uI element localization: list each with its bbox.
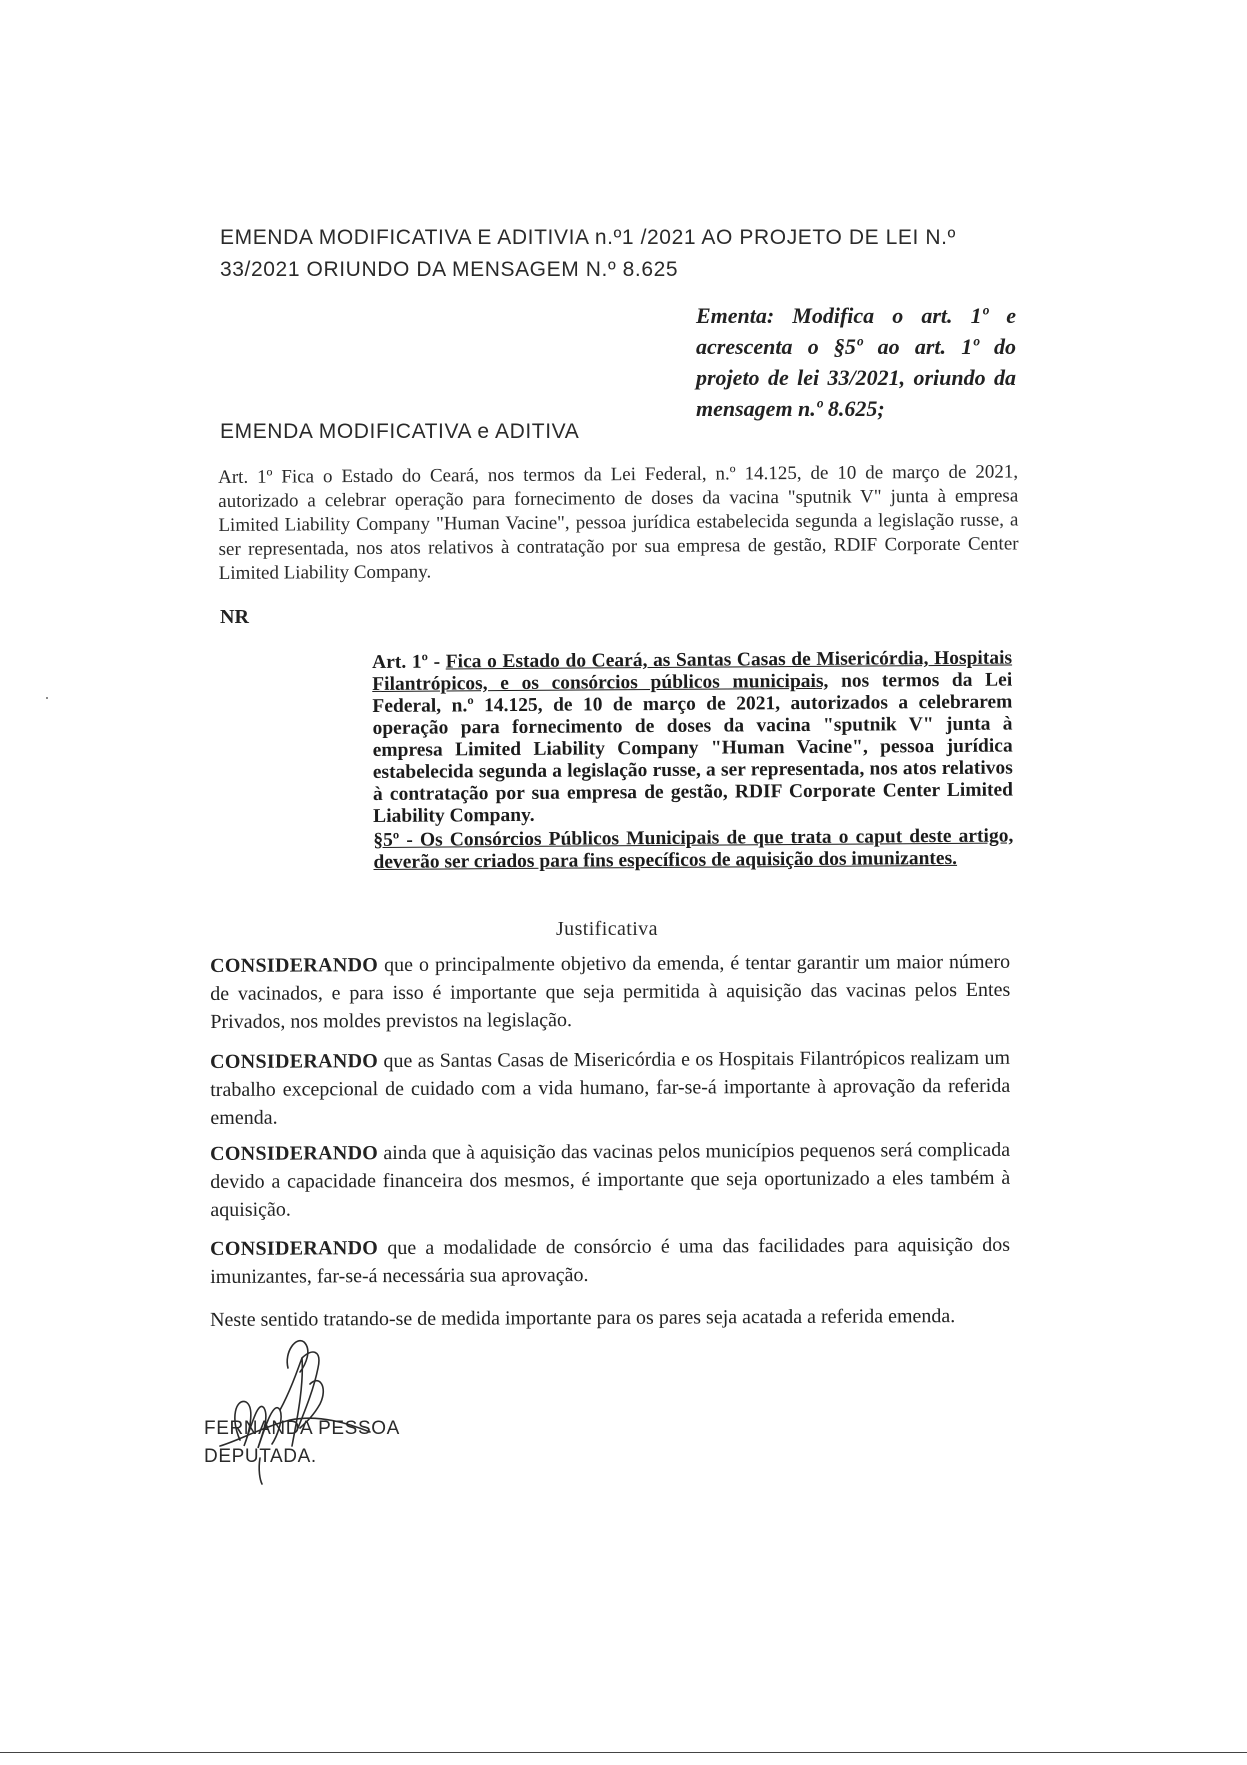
new-article-block	[372, 648, 1014, 874]
header-line-2: 33/2021 ORIUNDO DA MENSAGEM N.º 8.625	[220, 258, 679, 281]
considerando-text: ainda que à aquisição das vacinas pelos municípios pequenos será complicada devido a capacidade financeira dos mesmos, é importante que seja oportunizado a eles também à aquisição.	[210, 1138, 1011, 1221]
considerando-text: que a modalidade de consórcio é uma das facilidades para aquisição dos imunizantes, far-se-á necessária sua aprovação.	[210, 1233, 1011, 1288]
considerando-text: que as Santas Casas de Misericórdia e os Hospitais Filantrópicos realizam um trabalho excepcional de cuidado com a vida humano, far-se-á importante à aprovação da referida emenda.	[210, 1046, 1011, 1129]
signatory-name: FERNANDA PESSOA	[204, 1418, 400, 1439]
scan-speck	[46, 697, 48, 699]
new-article-underlined-text: Fica o Estado do Ceará, as Santas Casas de Misericórdia, Hospitais Filantrópicos, e os consórcios públicos municipais,	[372, 647, 1013, 695]
considerando-text: que o principalmente objetivo da emenda, é tentar garantir um maior número de vacinados, e para isso é importante que seja permitida à aquisição das vacinas pelos Entes Privados, nos moldes previstos na legislação.	[210, 950, 1011, 1033]
signatory-block	[204, 1415, 400, 1471]
new-article-rest-text: nos termos da Lei Federal, n.º 14.125, de 10 de março de 2021, autorizados a celebrarem operação para fornecimento de doses da vacina "sputnik V" junta à empresa Limited Liability Company "Human Vacine", pessoa jurídica estabelecida segunda a legislação russe, a ser representada, nos atos relativos à contratação por sua empresa de gestão, RDIF Corporate Center Limited Liability Company.	[372, 669, 1014, 827]
header-line-1: EMENDA MODIFICATIVA E ADITIVIA n.º1 /2021 AO PROJETO DE LEI N.º	[220, 226, 956, 249]
considerando-1	[210, 948, 1010, 1036]
considerando-keyword: CONSIDERANDO	[210, 1050, 379, 1073]
amendment-header	[220, 222, 1020, 286]
page-bottom-rule	[0, 1752, 1247, 1753]
new-article-label: Art. 1º -	[372, 651, 446, 673]
justificativa-heading: Justificativa	[556, 918, 658, 940]
considerando-2	[210, 1044, 1010, 1132]
nr-label: NR	[220, 606, 249, 628]
new-article-paragraph	[372, 648, 1013, 828]
considerando-4	[210, 1231, 1010, 1291]
closing-paragraph: Neste sentido tratando-se de medida importante para os pares seja acatada a referida emenda.	[210, 1305, 956, 1331]
considerando-3	[210, 1136, 1010, 1224]
considerando-keyword: CONSIDERANDO	[210, 1237, 379, 1260]
ementa-summary: Ementa: Modifica o art. 1º e acrescenta o §5º ao art. 1º do projeto de lei 33/2021, oriundo da mensagem n.º 8.625;	[696, 303, 1016, 421]
original-article-text: Art. 1º Fica o Estado do Ceará, nos termos da Lei Federal, n.º 14.125, de 10 de março de 2021, autorizado a celebrar operação para fornecimento de doses da vacina "sputnik V" junta à empresa Limited Liability Company "Human Vacine", pessoa jurídica estabelecida segunda a legislação russe, a ser representada, nos atos relativos à contratação por sua empresa de gestão, RDIF Corporate Center Limited Liability Company.	[218, 461, 1019, 584]
amendment-subtitle: EMENDA MODIFICATIVA e ADITIVA	[220, 420, 580, 443]
paragraph-5-text: §5º - Os Consórcios Públicos Municipais de que trata o caput deste artigo, deverão ser criados para fins específicos de aquisição dos imunizantes.	[373, 825, 1014, 873]
considerando-keyword: CONSIDERANDO	[210, 954, 379, 977]
considerando-keyword: CONSIDERANDO	[210, 1142, 379, 1165]
signatory-title: DEPUTADA.	[204, 1446, 317, 1467]
